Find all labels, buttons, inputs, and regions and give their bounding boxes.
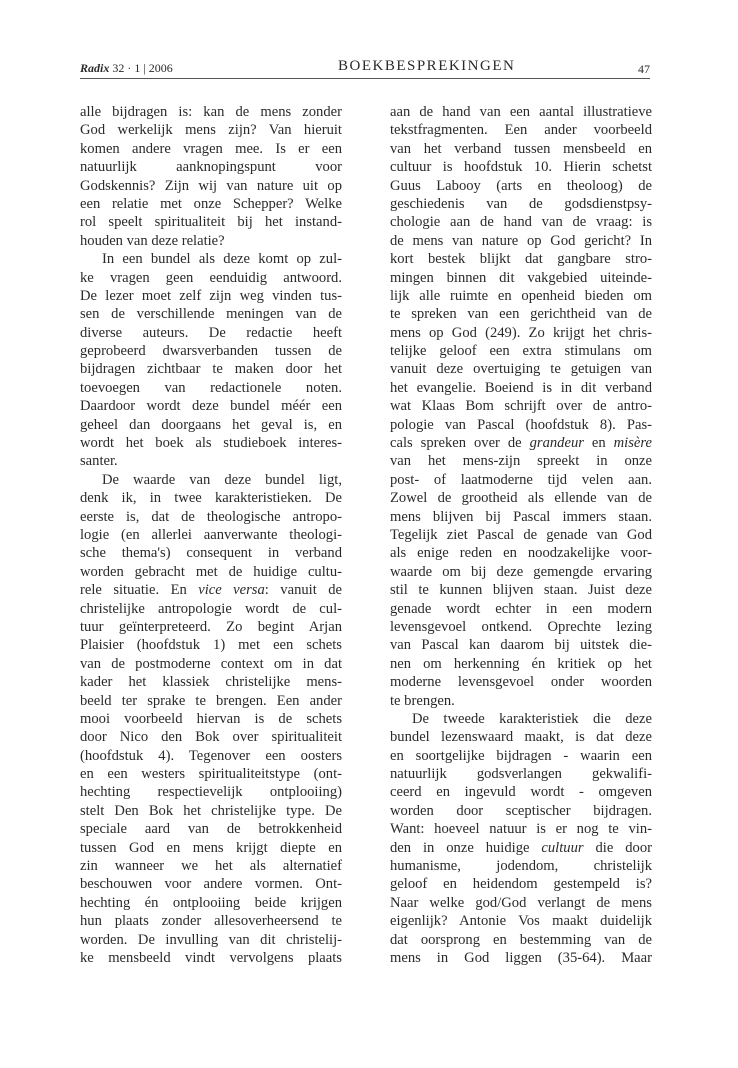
text-line: genade wordt echter in een modern [390, 600, 652, 617]
text-line: toevoegen van redactionele noten. [80, 379, 342, 396]
text-line: Naar welke god/God verlangt de mens [390, 894, 652, 911]
text-segment: en [583, 435, 614, 452]
text-line: bundel lezenswaard maakt, is dat deze [390, 729, 652, 746]
text-line: geloof en heidendom gestempeld is? [390, 876, 652, 893]
text-line: God werkelijk mens zijn? Van hieruit [80, 122, 342, 139]
text-line: dat oorsprong en bestemming van de [390, 931, 652, 948]
issue-info: 32 · 1 | 2006 [112, 61, 173, 75]
text-line: cultuur is hoofdstuk 10. Hierin schetst [390, 159, 652, 176]
text-line: van de postmoderne context om in dat [80, 655, 342, 672]
text-line: worden door sceptischer bijdragen. [390, 802, 652, 819]
text-line: stelt Den Bok het christelijke type. De [80, 802, 342, 819]
text-line: geprobeerd dwarsverbanden tussen de [80, 343, 342, 360]
text-line: waarde om bij deze gemengde ervaring [390, 563, 652, 580]
text-line: sen de verschillende meningen van de [80, 306, 342, 323]
text-line: mingen binnen dit vakgebied uiteinde- [390, 269, 652, 286]
italic-text: grandeur [529, 435, 584, 452]
text-line: (hoofdstuk 4). Tegenover een oosters [80, 747, 342, 764]
text-line: hechting respectievelijk ontplooiing) [80, 784, 342, 801]
text-line [390, 434, 652, 452]
text-line: ke mensbeeld vindt vervolgens plaats [80, 949, 342, 966]
text-line: diverse auteurs. De redactie heeft [80, 324, 342, 341]
text-line: speciale aard van de betrokkenheid [80, 821, 342, 838]
journal-issue [80, 61, 173, 76]
text-line: rol speelt spiritualiteit bij het instand- [80, 214, 342, 231]
text-line: bijdragen zichtbaar te maken door het [80, 361, 342, 378]
text-segment: den in onze huidige [390, 839, 542, 856]
text-line: ceerd en ingevuld wordt - omgeven [390, 784, 652, 801]
text-line: hun plaats zonder allesoverheersend te [80, 913, 342, 930]
italic-text: misère [613, 435, 652, 452]
left-column [80, 103, 342, 967]
text-line: moderne levensgevoel onder woorden [390, 674, 652, 691]
text-line: tekstfragmenten. Een ander voorbeeld [390, 122, 652, 139]
text-line: geheel dan doorgaans het geval is, en [80, 416, 342, 433]
text-line: worden gebracht met de huidige cultu- [80, 563, 342, 580]
text-line: Godskennis? Zijn wij van nature uit op [80, 177, 342, 194]
right-column [390, 103, 652, 967]
text-line: mens in God liggen (35-64). Maar [390, 949, 652, 966]
text-line: houden van deze relatie? [80, 232, 225, 249]
text-line: door Nico den Bok over spiritualiteit [80, 729, 342, 746]
text-line: en soortgelijke bijdragen - waarin een [390, 747, 652, 764]
text-line: levensgevoel ontkend. Oprechte lezing [390, 618, 652, 635]
page-number: 47 [638, 62, 650, 76]
text-line [390, 839, 652, 857]
text-line: Daardoor wordt deze bundel méér een [80, 398, 342, 415]
text-line: natuurlijk aanknopingspunt voor [80, 159, 342, 176]
text-line: het evangelie. Boeiend is in dit verband [390, 379, 652, 396]
text-line: beschouwen voor andere vormen. Ont- [80, 876, 342, 893]
text-line: van het verband tussen mensbeeld en [390, 140, 652, 157]
text-line: logie (en allerlei aanverwante theologi- [80, 526, 342, 543]
text-line: christelijke antropologie wordt de cul- [80, 600, 342, 617]
text-line: sche thema's) consequent in verband [80, 545, 342, 562]
text-line: te spreken van een gerichtheid van de [390, 306, 652, 323]
text-segment: rele situatie. En [80, 582, 199, 599]
text-line: ke vragen geen eenduidig antwoord. [80, 269, 342, 286]
text-line: wordt het boek als studieboek interes- [80, 435, 342, 452]
text-line: chologie aan de hand van de vraag: is [390, 214, 652, 231]
text-line: en een westers spiritualiteitstype (ont- [80, 766, 342, 783]
text-line: van het mens-zijn spreekt in onze [390, 453, 652, 470]
text-line: een relatie met onze Schepper? Welke [80, 195, 342, 212]
text-line: worden. De invulling van dit christelij- [80, 931, 342, 948]
text-segment: cals spreken over de [390, 435, 530, 452]
text-line: pologie van Pascal (hoofdstuk 8). Pas- [390, 416, 652, 433]
text-line: als enige reden en noodzakelijke voor- [390, 545, 652, 562]
text-line: De lezer moet zelf zijn weg vinden tus- [80, 287, 342, 304]
text-line: telijke geloof een extra stimulans om [390, 343, 652, 360]
text-line: te brengen. [390, 692, 455, 709]
italic-text: vice versa [198, 582, 265, 599]
text-line: De waarde van deze bundel ligt, [102, 471, 342, 488]
text-line: alle bijdragen is: kan de mens zonder [80, 104, 342, 120]
text-line: mens op God (249). Zo krijgt het chris- [390, 324, 652, 341]
text-line: nen om herkenning én kritiek op het [390, 655, 652, 672]
text-line: tuur geïnterpreteerd. Zo begint Arjan [80, 618, 342, 635]
text-line: kader het klassiek christelijke mens- [80, 674, 342, 691]
text-line: de mens van nature op God gericht? In [390, 232, 652, 249]
text-line: In een bundel als deze komt op zul- [102, 251, 342, 268]
text-line: humanisme, jodendom, christelijk [390, 858, 652, 875]
text-line [80, 581, 342, 599]
text-line: Zowel de grootheid als ellende van de [390, 490, 652, 507]
text-line: eerste is, dat de theologische antropo- [80, 508, 342, 525]
text-line: komen andere vragen mee. Is er een [80, 140, 342, 157]
text-line: tussen God en mens krijgt diepte en [80, 839, 342, 856]
text-line: De tweede karakteristiek die deze [412, 710, 652, 727]
text-line: natuurlijk godsverlangen gekwalifi- [390, 766, 652, 783]
text-line: eigenlijk? Antonie Vos maakt duidelijk [390, 913, 652, 930]
journal-name: Radix [80, 61, 110, 75]
text-line: beeld ter sprake te brengen. Een ander [80, 692, 342, 709]
section-title: BOEKBESPREKINGEN [338, 58, 516, 74]
text-line: Want: hoeveel natuur is er nog te vin- [390, 821, 652, 838]
running-header [80, 58, 650, 79]
text-line: post- of laatmoderne tijd velen aan. [390, 471, 652, 488]
text-line: lijk alle ruimte en openheid bieden om [390, 287, 652, 304]
text-line: Tegelijk ziet Pascal de genade van God [390, 526, 652, 543]
italic-text: cultuur [541, 839, 584, 856]
text-line: Guus Labooy (arts en theoloog) de [390, 177, 652, 194]
text-line: stil te kunnen blijven staan. Juist deze [390, 582, 652, 599]
text-line: vanuit deze overtuiging te getuigen van [390, 361, 652, 378]
text-line: aan de hand van een aantal illustratieve [390, 104, 652, 120]
text-line: mooi voorbeeld hiervan is de schets [80, 710, 342, 727]
text-segment: die door [583, 839, 652, 856]
text-line: wat Klaas Bom schrijft over de antro- [390, 398, 652, 415]
text-line: zin wanneer we het als alternatief [80, 858, 342, 875]
text-line: santer. [80, 453, 118, 470]
text-line: van Pascal kan daarom bij uitstek die- [390, 637, 652, 654]
text-line: mens blijven bij Pascal immers staan. [390, 508, 652, 525]
text-line: hechting én ontplooiing beide krijgen [80, 894, 342, 911]
text-line: Plaisier (hoofdstuk 1) met een schets [80, 637, 342, 654]
text-line: geschiedenis van de godsdienstpsy- [390, 195, 652, 212]
text-line: kort bestek blijkt dat gangbare stro- [390, 251, 652, 268]
text-line: denk ik, in twee karakteristieken. De [80, 490, 342, 507]
text-segment: : vanuit de [264, 582, 342, 599]
